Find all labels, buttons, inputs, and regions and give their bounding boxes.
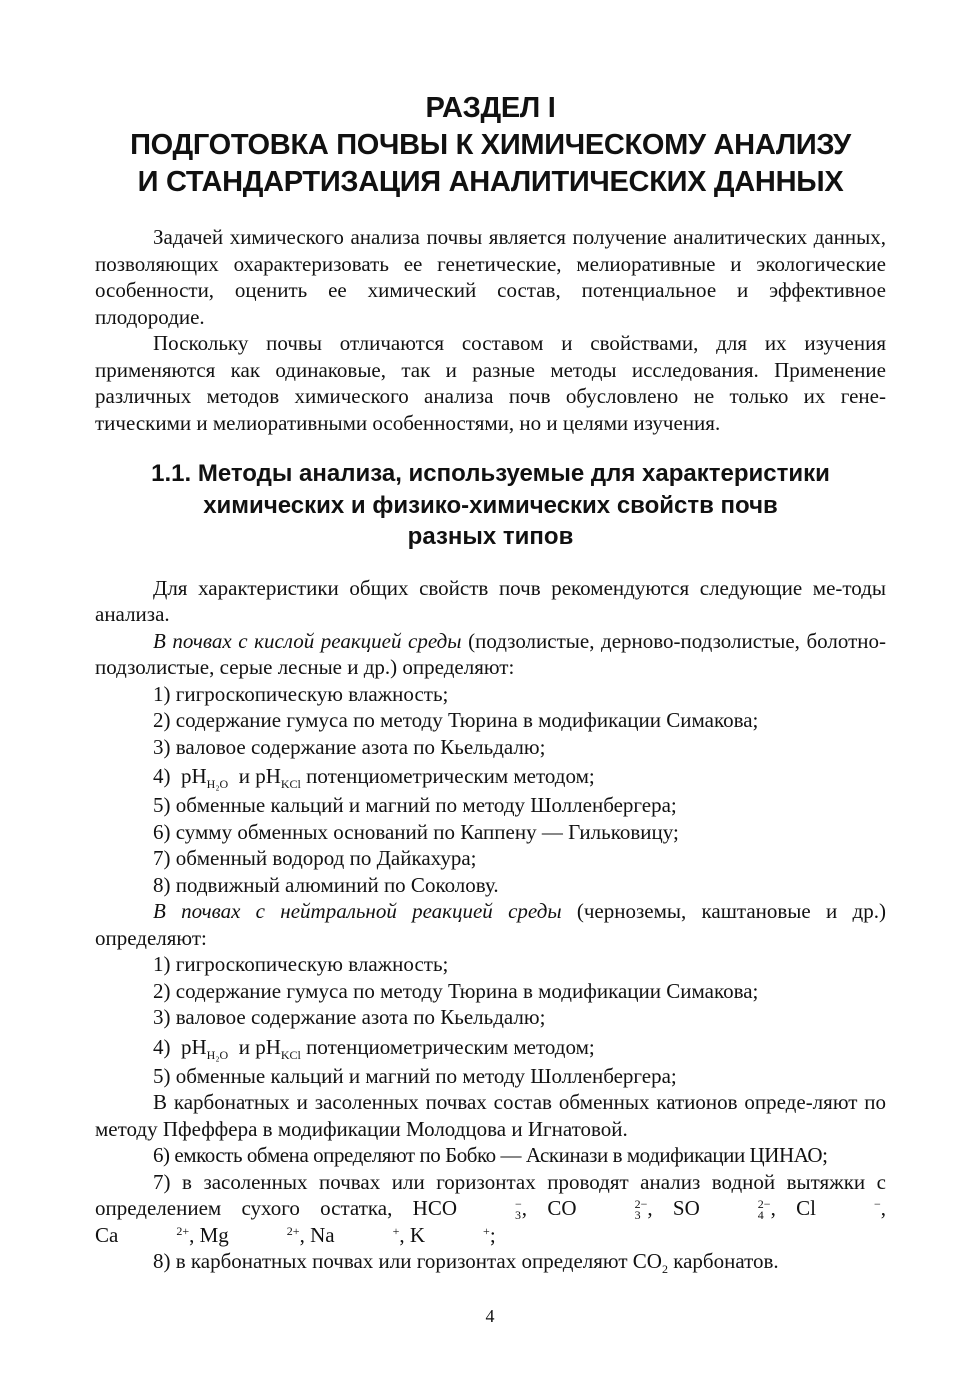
water-extract-text: 7) в засоленных почвах или горизонтах проводят анализ водной вытяжки с определением сухого остатка, (95, 1169, 886, 1220)
water-extract-item (95, 1169, 886, 1249)
list-item: 3) валовое содержание азота по Кьельдалю; (153, 1005, 546, 1029)
item-number: 4) (153, 1034, 171, 1059)
carbonate-co2-item (95, 1248, 886, 1275)
list-item: 7) обменный водород по Дайкахура; (153, 846, 477, 870)
ion-formula: SO 2− 4 , (672, 1196, 797, 1222)
neutral-soils-paragraph (95, 898, 886, 951)
intro-paragraph: Поскольку почвы отличаются составом и свойствами, для их изучения применяются как одинаковые, так и разные методы исследования. Применение различных методов химического анализа почв обусловлено не только их гене-тическими и мелиоративными особенностями, но и целями изучения. (95, 331, 886, 435)
ion-formula: K + ; (409, 1222, 496, 1247)
ion-formula: Ca 2+ , (95, 1222, 200, 1247)
section-title-line: химических и физико-химических свойств почв (203, 491, 778, 519)
ph-subscript: H₂O (206, 1047, 229, 1062)
ion-formula: Mg 2+ , (199, 1222, 311, 1247)
conjunction: и (238, 1034, 250, 1059)
neutral-soils-text: (черноземы, каштановые и др.) определяют: (95, 899, 886, 950)
ph-symbol: pH (255, 764, 281, 788)
page-number: 4 (485, 1306, 495, 1326)
neutral-soils-lead: В почвах с нейтральной реакцией среды (153, 899, 562, 923)
ph-method: потенциометрическим методом; (306, 764, 595, 788)
intro-paragraph: Задачей химического анализа почвы является получение аналитических данных, позволяющих охарактеризовать ее генетические, мелиоративные и экологические особенности, оценить ее химический состав, потенциальное и эффективное плодородие. (95, 225, 886, 329)
document-page (95, 90, 886, 1275)
body-paragraph: Для характеристики общих свойств почв рекомендуются следующие ме-тоды анализа. (95, 575, 886, 626)
list-item: 3) валовое содержание азота по Кьельдалю; (153, 734, 546, 759)
list-item-ph (95, 760, 886, 792)
ph-method: потенциометрическим методом; (306, 1034, 595, 1059)
section-title-line: 1.1. Методы анализа, используемые для характеристики (151, 460, 830, 487)
ph-symbol: pH (181, 1034, 207, 1059)
acid-soils-lead: В почвах с кислой реакцией среды (153, 628, 462, 653)
part-title-line: И СТАНДАРТИЗАЦИЯ АНАЛИТИЧЕСКИХ ДАННЫХ (137, 166, 844, 198)
part-title-line: ПОДГОТОВКА ПОЧВЫ К ХИМИЧЕСКОМУ АНАЛИЗУ (130, 129, 851, 161)
conjunction: и (238, 764, 250, 788)
list-item: 5) обменные кальций и магний по методу Шолленбергера; (153, 793, 677, 817)
acid-soils-text: (подзолистые, дерново-подзолистые, болотно-подзолистые, серые лесные и др.) определяют: (95, 628, 886, 679)
list-item: 6) сумму обменных оснований по Каппену — Гильковицу; (153, 819, 679, 844)
section-title-line: разных типов (407, 523, 574, 550)
ph-symbol: pH (181, 764, 207, 788)
list-item: 2) содержание гумуса по методу Тюрина в модификации Симакова; (153, 708, 759, 732)
ph-symbol: pH (255, 1034, 281, 1059)
ion-formula: Cl − , (796, 1196, 887, 1220)
part-title-line: РАЗДЕЛ I (425, 92, 556, 124)
list-item: 8) подвижный алюминий по Соколову. (153, 872, 499, 897)
section-title (95, 458, 886, 553)
ion-formula: Na + , (310, 1222, 410, 1247)
list-item-ph (95, 1031, 886, 1063)
ph-subscript: KCl (280, 1047, 301, 1062)
co2-subscript: 2 (661, 1262, 668, 1276)
item-number: 4) (153, 764, 171, 788)
list-item: 1) гигроскопическую влажность; (153, 952, 449, 976)
ph-subscript: KCl (280, 777, 301, 791)
list-item: 5) обменные кальций и магний по методу Шолленбергера; (153, 1063, 677, 1088)
ion-formula: HCO − 3 , (412, 1196, 548, 1222)
list-item: 2) содержание гумуса по методу Тюрина в модификации Симакова; (153, 978, 759, 1003)
acid-soils-paragraph (95, 628, 886, 681)
carbonate-paragraph: В карбонатных и засоленных почвах состав обменных катионов опреде-ляют по методу Пфеффера в модификации Молодцова и Игнатовой. (95, 1090, 886, 1141)
ion-formula: CO 2− 3 , (547, 1196, 673, 1222)
co2-tail: карбонатов. (667, 1249, 779, 1273)
co2-text: 8) в карбонатных почвах или горизонтах определяют CO (153, 1249, 662, 1273)
ph-subscript: H₂O (206, 777, 229, 791)
list-item: 6) емкость обмена определяют по Бобко — Аскинази в модификации ЦИНАО; (153, 1143, 828, 1167)
part-title (95, 90, 886, 201)
list-item: 1) гигроскопическую влажность; (153, 681, 449, 706)
